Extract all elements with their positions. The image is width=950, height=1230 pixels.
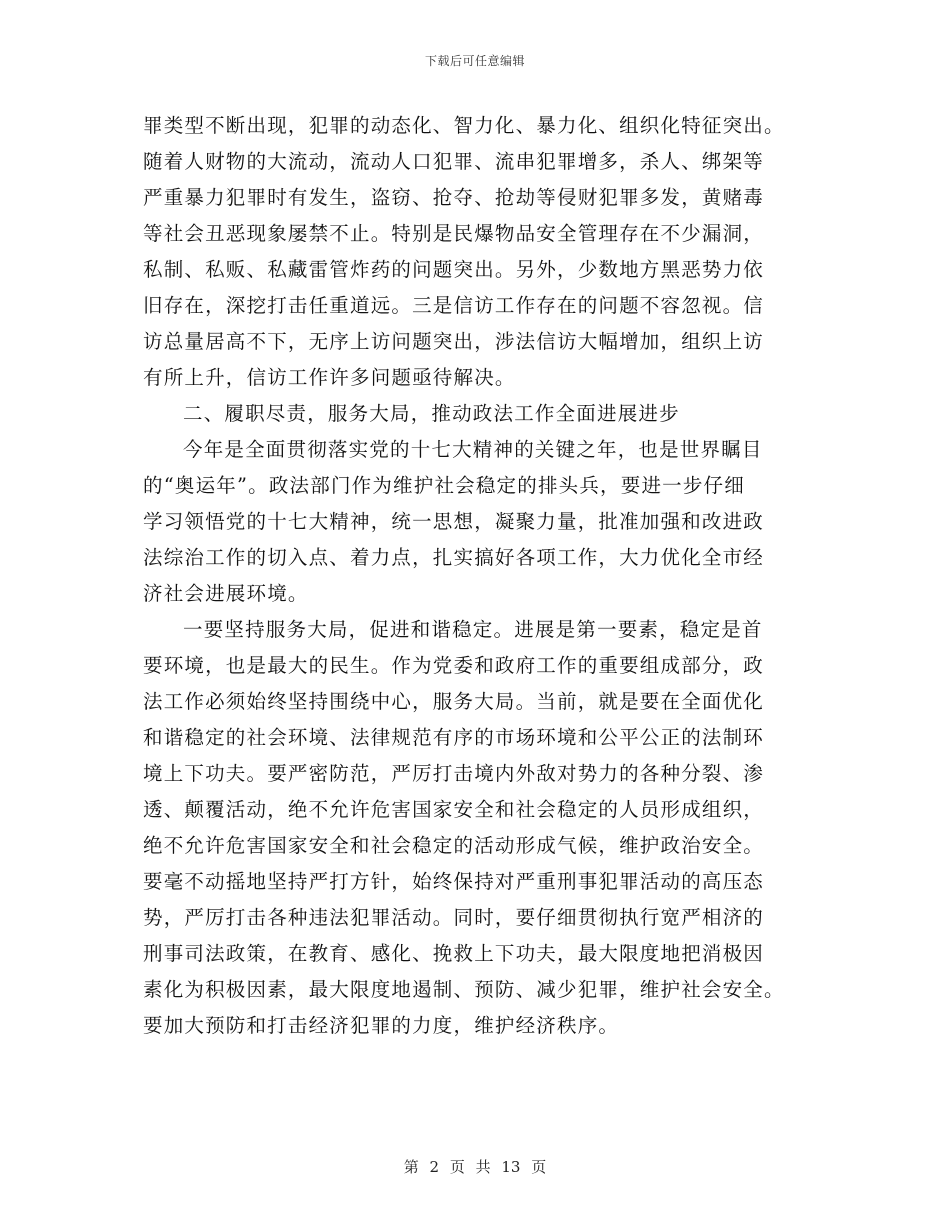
text-line: 学习领悟党的十七大精神，统一思想，凝聚力量，批准加强和改进政: [143, 510, 765, 533]
page-number: 第 2 页 共 13 页: [403, 1158, 547, 1176]
text-line: 绝不允许危害国家安全和社会稳定的活动形成气候，维护政治安全。: [143, 834, 765, 857]
text-line: 和谐稳定的社会环境、法律规范有序的市场环境和公平公正的法制环: [143, 726, 765, 749]
text-line: 法综治工作的切入点、着力点，扎实搞好各项工作，大力优化全市经: [143, 546, 765, 569]
text-line: 私制、私贩、私藏雷管炸药的问题突出。另外，少数地方黑恶势力依: [143, 258, 765, 281]
text-line: 二、履职尽责，服务大局，推动政法工作全面进展进步: [183, 402, 680, 425]
text-line: 旧存在，深挖打击任重道远。三是信访工作存在的问题不容忽视。信: [143, 294, 765, 317]
text-line: 今年是全面贯彻落实党的十七大精神的关键之年，也是世界瞩目: [183, 438, 763, 461]
text-line: 素化为积极因素，最大限度地遏制、预防、减少犯罪，维护社会安全。: [143, 978, 785, 1001]
text-line: 要毫不动摇地坚持严打方针，始终保持对严重刑事犯罪活动的高压态: [143, 870, 765, 893]
text-line: 的“奥运年”。政法部门作为维护社会稳定的排头兵，要进一步仔细: [143, 474, 745, 497]
page-header: 下载后可任意编辑: [424, 54, 525, 68]
text-line: 要环境，也是最大的民生。作为党委和政府工作的重要组成部分，政: [143, 654, 765, 677]
text-line: 一要坚持服务大局，促进和谐稳定。进展是第一要素，稳定是首: [183, 618, 763, 641]
text-line: 罪类型不断出现，犯罪的动态化、智力化、暴力化、组织化特征突出。: [143, 114, 785, 137]
text-line: 法工作必须始终坚持围绕中心，服务大局。当前，就是要在全面优化: [143, 690, 765, 713]
text-line: 刑事司法政策，在教育、感化、挽救上下功夫，最大限度地把消极因: [143, 942, 765, 965]
text-line: 严重暴力犯罪时有发生，盗窃、抢夺、抢劫等侵财犯罪多发，黄赌毒: [143, 186, 765, 209]
text-line: 势，严厉打击各种违法犯罪活动。同时，要仔细贯彻执行宽严相济的: [143, 906, 765, 929]
document-body: [143, 108, 813, 1044]
text-line: 随着人财物的大流动，流动人口犯罪、流串犯罪增多，杀人、绑架等: [143, 150, 765, 173]
text-line: 境上下功夫。要严密防范，严厉打击境内外敌对势力的各种分裂、渗: [143, 762, 765, 785]
text-line: 济社会进展环境。: [143, 582, 309, 605]
text-line: 访总量居高不下，无序上访问题突出，涉法信访大幅增加，组织上访: [143, 330, 765, 353]
text-line: 等社会丑恶现象屡禁不止。特别是民爆物品安全管理存在不少漏洞，: [143, 222, 765, 245]
text-line: 要加大预防和打击经济犯罪的力度，维护经济秩序。: [143, 1014, 620, 1037]
text-line: 透、颠覆活动，绝不允许危害国家安全和社会稳定的人员形成组织，: [143, 798, 765, 821]
text-line: 有所上升，信访工作许多问题亟待解决。: [143, 366, 516, 389]
